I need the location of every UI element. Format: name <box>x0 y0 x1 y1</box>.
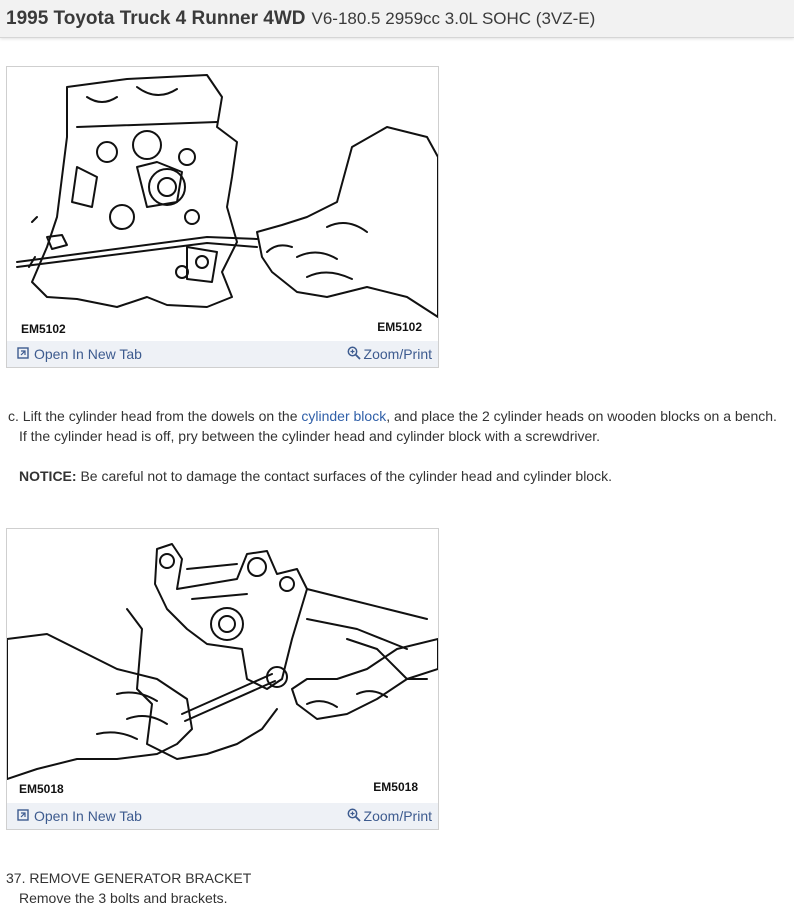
figure-illustration <box>7 67 438 341</box>
open-in-new-tab-label: Open In New Tab <box>34 346 142 362</box>
cylinder-block-link[interactable]: cylinder block <box>301 408 387 424</box>
open-in-new-tab-label: Open In New Tab <box>34 808 142 824</box>
open-in-new-tab-link[interactable] <box>17 346 142 362</box>
step-c-suffix: , and place the 2 cylinder heads on wooden blocks on a bench. <box>386 408 777 424</box>
step-c-line1 <box>8 408 777 424</box>
zoom-icon <box>347 346 361 363</box>
zoom-print-link[interactable] <box>347 808 432 825</box>
figure-em5102 <box>6 66 439 368</box>
step-c-prefix: c. Lift the cylinder head from the dowels on the <box>8 408 302 424</box>
figure-code-left: EM5102 <box>21 322 66 336</box>
figure-code-left: EM5018 <box>19 782 64 796</box>
step-c-line2: If the cylinder head is off, pry between the cylinder head and cylinder block with a screwdriver. <box>19 428 601 444</box>
figure-code-right: EM5018 <box>373 780 418 794</box>
vehicle-title: 1995 Toyota Truck 4 Runner 4WD <box>6 7 306 29</box>
figure-code-right: EM5102 <box>377 320 422 334</box>
zoom-icon <box>347 808 361 825</box>
open-tab-icon <box>17 808 29 824</box>
engine-subtitle: V6-180.5 2959cc 3.0L SOHC (3VZ-E) <box>311 8 596 28</box>
notice <box>19 468 612 484</box>
zoom-print-label: Zoom/Print <box>363 808 432 824</box>
figure-toolbar <box>7 341 438 367</box>
zoom-print-link[interactable] <box>347 346 432 363</box>
zoom-print-label: Zoom/Print <box>363 346 432 362</box>
step-37-text: Remove the 3 bolts and brackets. <box>19 890 228 906</box>
page-header <box>0 0 794 38</box>
figure-illustration <box>7 529 438 803</box>
open-in-new-tab-link[interactable] <box>17 808 142 824</box>
notice-label: NOTICE: <box>19 468 77 484</box>
step-37-title: 37. REMOVE GENERATOR BRACKET <box>6 870 252 886</box>
notice-text: Be careful not to damage the contact surfaces of the cylinder head and cylinder block. <box>76 468 612 484</box>
figure-em5018 <box>6 528 439 830</box>
figure-toolbar <box>7 803 438 829</box>
open-tab-icon <box>17 346 29 362</box>
